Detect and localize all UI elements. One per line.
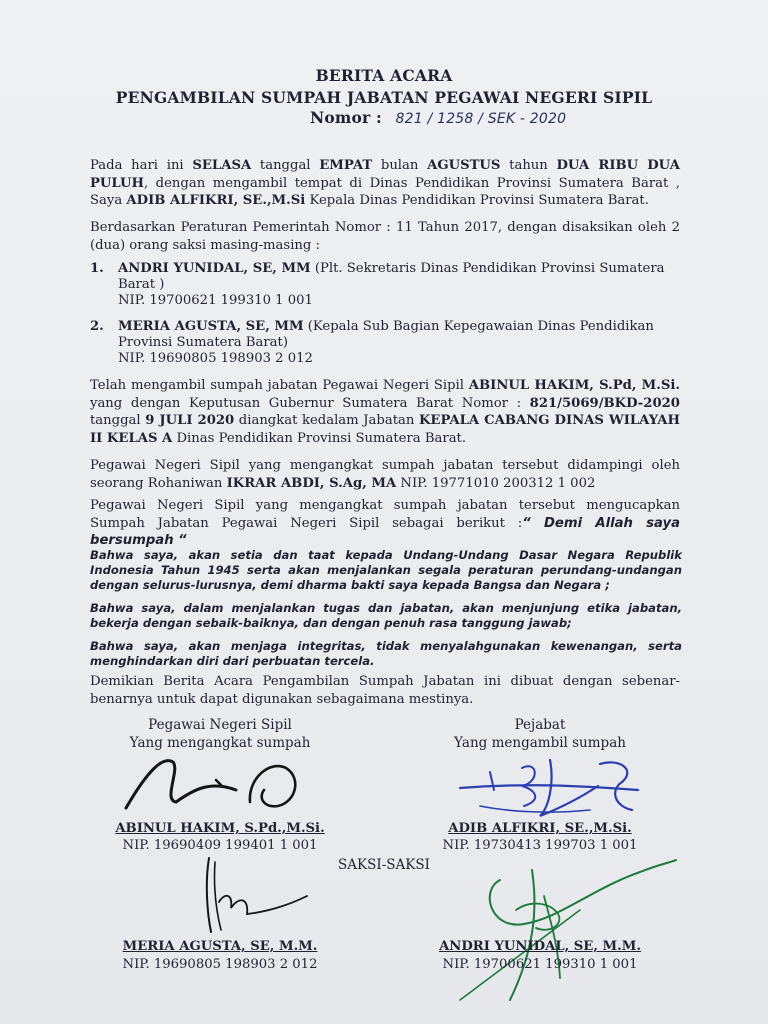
pejabat-name: ADIB ALFIKRI, SE.,M.Si xyxy=(126,193,306,208)
saksi-1-item: ANDRI YUNIDAL, SE, MM (Plt. Sekretaris Dinas Pendidikan Provinsi Sumatera Barat ) NIP. 19700621 199310 1 001 xyxy=(118,261,665,308)
left-signatory-name: ABINUL HAKIM, S.Pd.,M.Si. xyxy=(115,821,325,836)
left-signatory-label: Pegawai Negeri Sipil Yang mengangkat sumpah xyxy=(129,717,311,751)
signature-pejabat xyxy=(450,750,650,825)
dasar-paragraph: Berdasarkan Peraturan Pemerintah Nomor : 11 Tahun 2017, dengan disaksikan oleh 2 (dua) orang saksi masing-masing : xyxy=(90,220,680,253)
pengambilan-paragraph: Telah mengambil sumpah jabatan Pegawai Negeri Sipil ABINUL HAKIM, S.Pd, M.Si. yang dengan Keputusan Gubernur Sumatera Barat Nomor : 821/5069/BKD-2020 tanggal 9 JULI 2020 diangkat kedalam Jabatan KEPALA CABANG DINAS WILAYAH II KELAS A Dinas Pendidikan Provinsi Sumatera Barat. xyxy=(90,378,680,446)
saksi-2-nip: NIP. 19690805 198903 2 012 xyxy=(118,351,313,366)
saksi-1-name: ANDRI YUNIDAL, SE, MM xyxy=(118,261,311,276)
saksi-1-signatory-name: MERIA AGUSTA, SE, M.M. xyxy=(122,939,318,954)
ucapan-paragraph: Pegawai Negeri Sipil yang mengangkat sumpah jabatan tersebut mengucapkan Sumpah Jabatan Pegawai Negeri Sipil sebagai berikut :“ Demi Allah saya bersumpah “ xyxy=(90,498,681,548)
bulan: AGUSTUS xyxy=(427,158,501,173)
sumpah-1: Bahwa saya, akan setia dan taat kepada Undang-Undang Dasar Negara Republik Indonesia Tahun 1945 serta akan menjalankan segala peraturan perundang-undangan dengan selurus-lurusnya, demi dharma bakti saya kepada Bangsa dan Negara ; xyxy=(90,548,682,593)
opening-paragraph: Pada hari ini SELASA tanggal EMPAT bulan AGUSTUS tahun DUA RIBU DUA PULUH, dengan mengambil tempat di Dinas Pendidikan Provinsi Sumatera Barat , Saya ADIB ALFIKRI, SE.,M.Si Kepala Dinas Pendidikan Provinsi Sumatera Barat. xyxy=(90,158,680,208)
sumpah-3: Bahwa saya, akan menjaga integritas, tidak menyalahgunakan kewenangan, serta menghindarkan diri dari perbuatan tercela. xyxy=(90,639,682,669)
signature-saksi-1 xyxy=(195,852,315,942)
sumpah-2: Bahwa saya, dalam menjalankan tugas dan jabatan, akan menjunjung etika jabatan, bekerja dengan sebaik-baiknya, dan dengan penuh rasa tanggung jawab; xyxy=(90,601,682,631)
saksi-1-signatory-nip: NIP. 19690805 198903 2 012 xyxy=(122,957,318,972)
nomor-handwritten: 821 / 1258 / SEK - 2020 xyxy=(395,111,567,127)
penutup-paragraph: Demikian Berita Acara Pengambilan Sumpah Jabatan ini dibuat dengan sebenar-benarnya untuk dapat digunakan sebagaimana mestinya. xyxy=(90,674,680,707)
saksi-1-nip: NIP. 19700621 199310 1 001 xyxy=(118,293,313,308)
hari: SELASA xyxy=(192,158,252,173)
document-title: BERITA ACARA xyxy=(315,66,453,85)
saksi-2-signatory-nip: NIP. 19700621 199310 1 001 xyxy=(442,957,638,972)
right-signatory-name: ADIB ALFIKRI, SE.,M.Si. xyxy=(448,821,632,836)
left-signatory-nip: NIP. 19690409 199401 1 001 xyxy=(122,838,318,853)
saksi-2-number: 2. xyxy=(90,319,104,334)
saksi-2-item: MERIA AGUSTA, SE, MM (Kepala Sub Bagian Kepegawaian Dinas Pendidikan Provinsi Sumatera Barat) NIP. 19690805 198903 2 012 xyxy=(118,319,654,366)
document-number xyxy=(310,108,566,127)
right-signatory-nip: NIP. 19730413 199703 1 001 xyxy=(442,838,638,853)
saksi-2-signatory-name: ANDRI YUNIDAL, SE, M.M. xyxy=(439,939,641,954)
tanggal: EMPAT xyxy=(319,158,373,173)
saksi-1-number: 1. xyxy=(90,261,104,276)
nomor-label: Nomor : xyxy=(310,108,382,127)
signature-pns xyxy=(118,750,318,820)
saksi-2-name: MERIA AGUSTA, SE, MM xyxy=(118,319,304,334)
rohaniwan-paragraph: Pegawai Negeri Sipil yang mengangkat sumpah jabatan tersebut didampingi oleh seorang Rohaniwan IKRAR ABDI, S.Ag, MA NIP. 19771010 200312 1 002 xyxy=(90,458,680,491)
tahun: DUA RIBU DUA PULUH xyxy=(90,158,680,191)
saksi-saksi-label: SAKSI-SAKSI xyxy=(338,857,430,873)
document-subtitle: PENGAMBILAN SUMPAH JABATAN PEGAWAI NEGERI SIPIL xyxy=(115,88,653,107)
right-signatory-label: Pejabat Yang mengambil sumpah xyxy=(454,717,626,751)
signature-saksi-2 xyxy=(440,850,680,1010)
